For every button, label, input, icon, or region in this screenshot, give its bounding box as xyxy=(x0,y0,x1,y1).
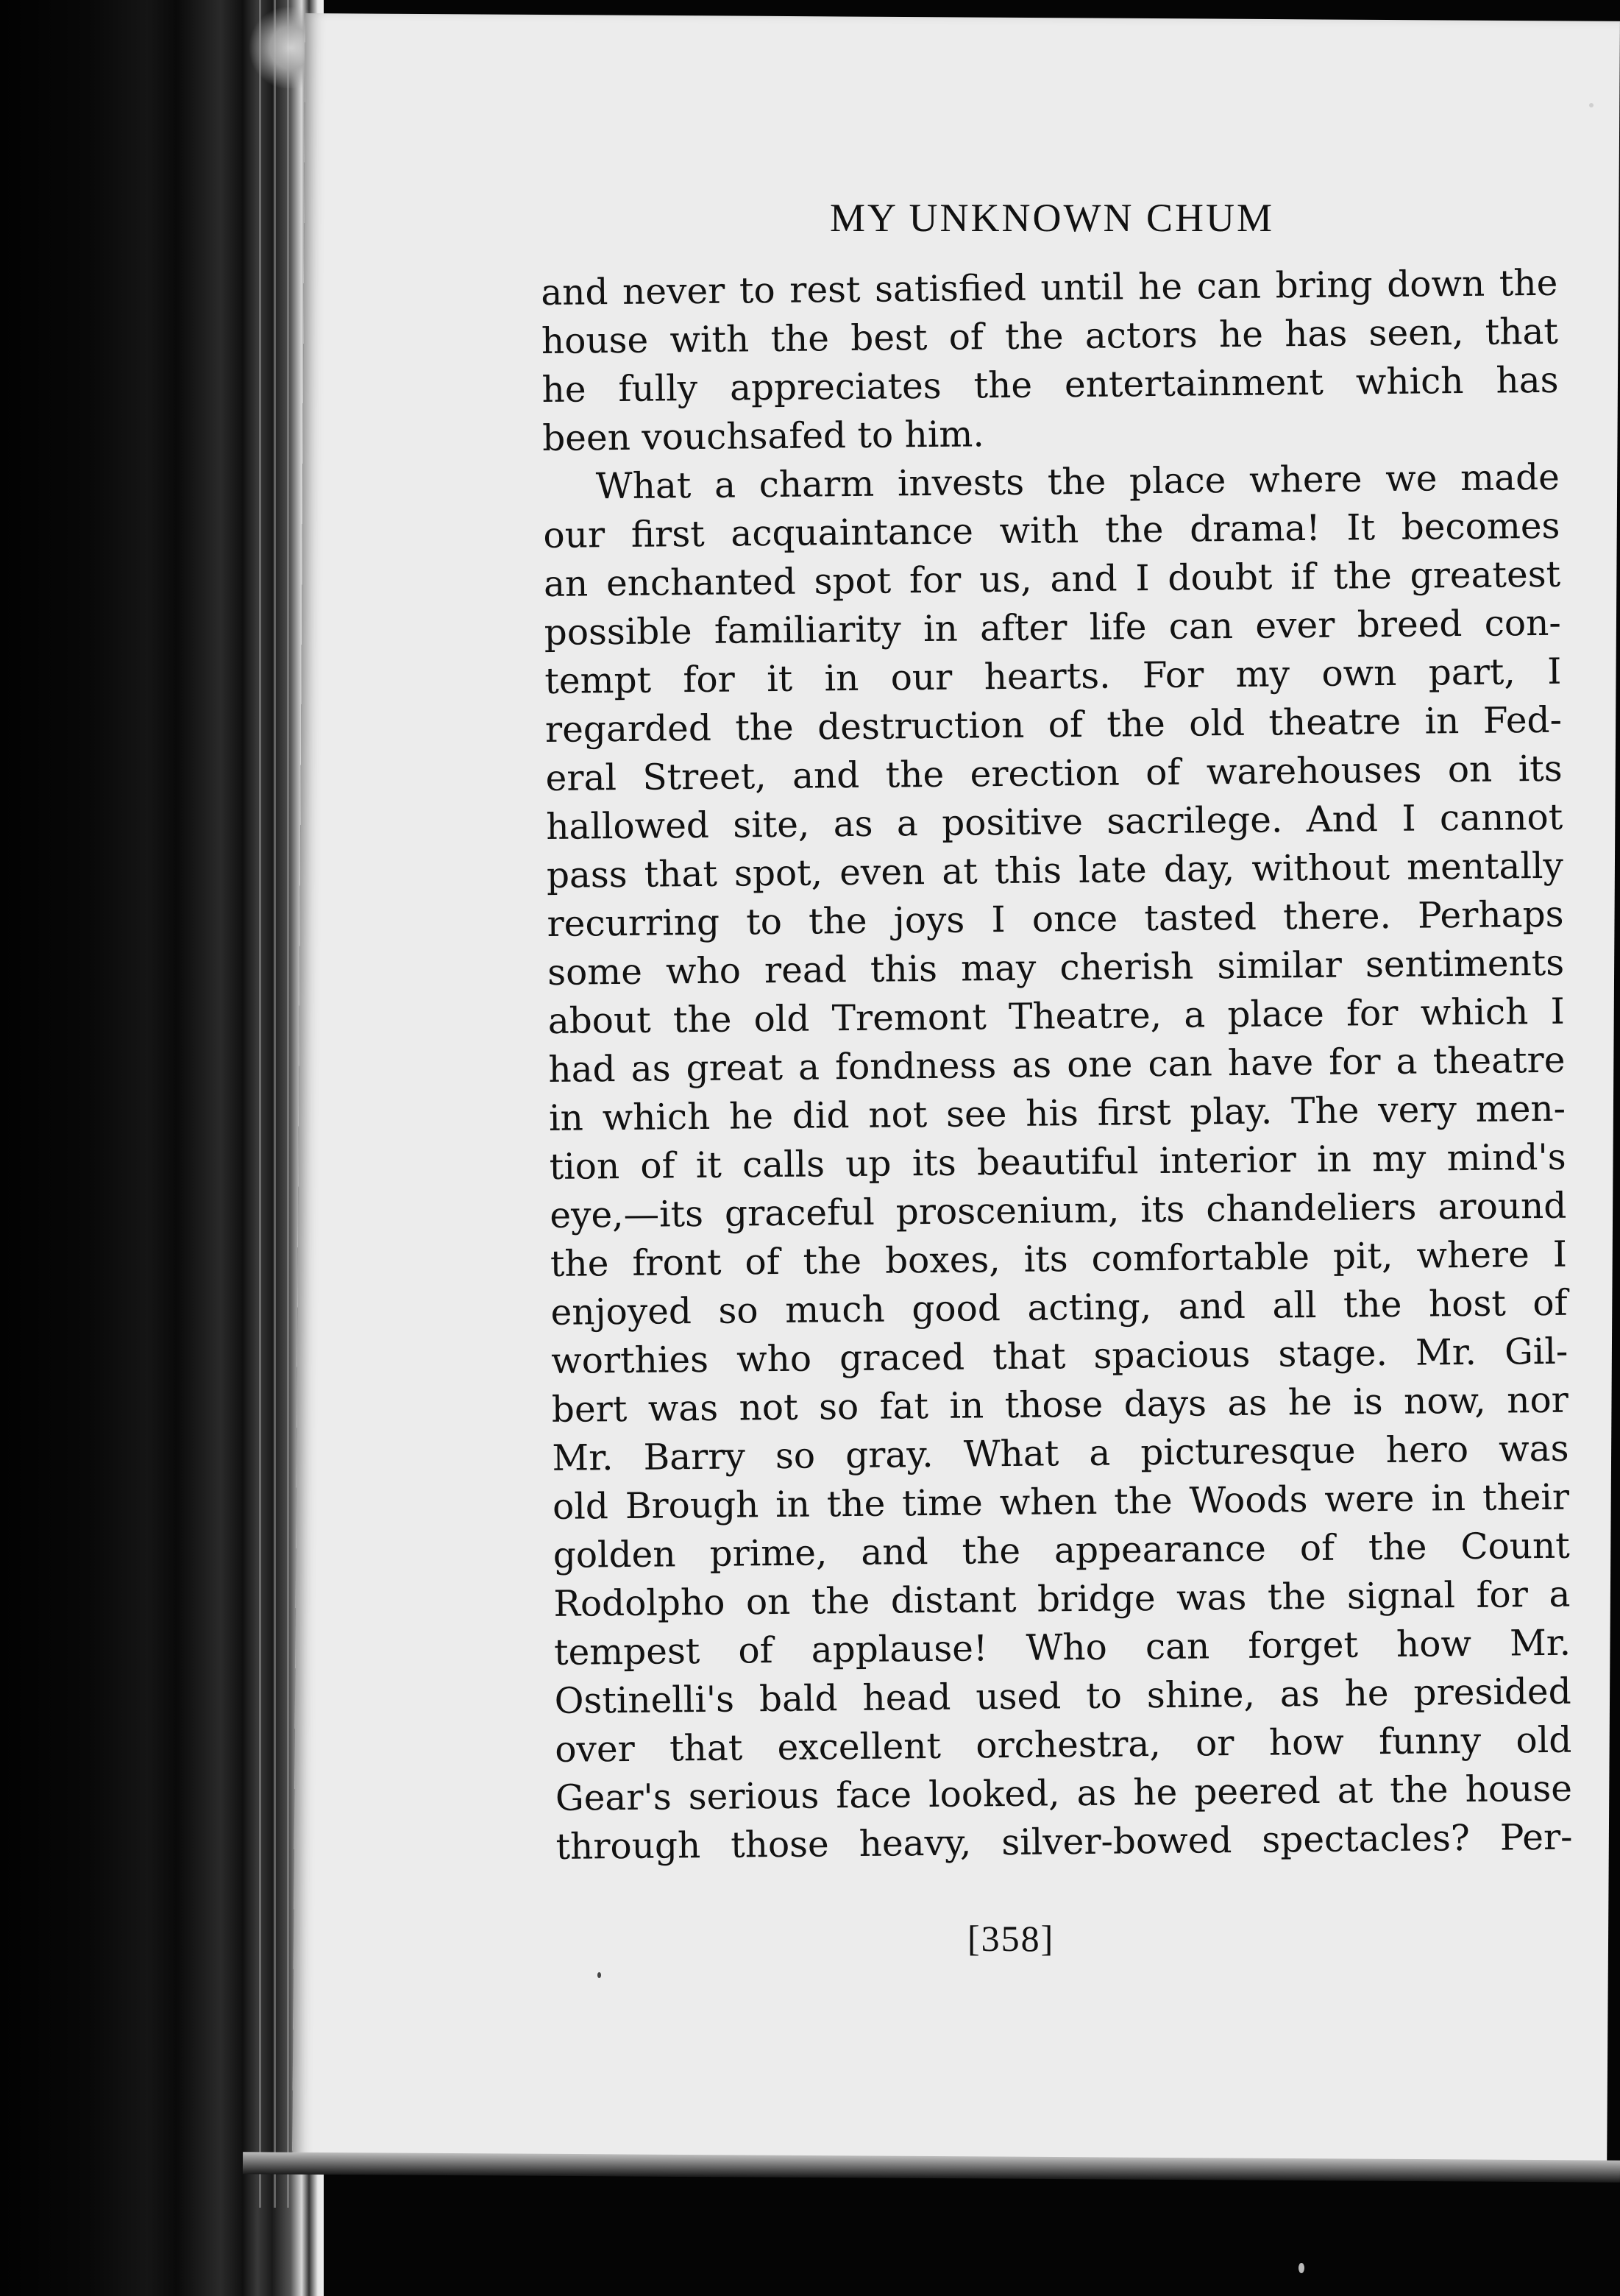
text-line: tempt for it in our hearts. For my own part, I xyxy=(544,651,1562,702)
text-line: tempest of applause! Who can forget how Mr. xyxy=(553,1622,1571,1673)
text-line: our first acquaintance with the drama! It becomes xyxy=(543,505,1560,556)
dust-speck xyxy=(597,1972,601,1978)
text-line: Rodolpho on the distant bridge was the signal for a xyxy=(553,1573,1571,1625)
body-text xyxy=(541,259,1573,1871)
page-number: [358] xyxy=(967,1918,1055,1959)
text-line: in which he did not see his first play. The very men- xyxy=(548,1088,1566,1139)
text-line: Mr. Barry so gray. What a picturesque hero was xyxy=(552,1428,1569,1479)
text-line: bert was not so fat in those days as he is now, nor xyxy=(551,1379,1569,1431)
text-line: possible familiarity in after life can ever breed con- xyxy=(544,602,1561,653)
text-line: had as great a fondness as one can have for a theatre xyxy=(548,1039,1566,1091)
spine-edge-line xyxy=(274,0,276,2208)
text-line: about the old Tremont Theatre, a place for which I xyxy=(547,991,1566,1042)
text-line: eye,—its graceful proscenium, its chandeliers around xyxy=(550,1185,1567,1236)
text-line: and never to rest satisfied until he can bring down the xyxy=(541,262,1558,313)
spine-edge-line xyxy=(259,0,261,2208)
text-line: the front of the boxes, its comfortable pit, where I xyxy=(550,1233,1568,1285)
text-line: Ostinelli's bald head used to shine, as he presided xyxy=(554,1670,1571,1722)
text-line: What a charm invests the place where we made xyxy=(595,456,1560,508)
text-line: over that excellent orchestra, or how funny old xyxy=(555,1719,1572,1771)
text-line: been vouchsafed to him. xyxy=(541,414,984,459)
text-line: recurring to the joys I once tasted there. Perhaps xyxy=(547,893,1564,945)
text-line: worthies who graced that spacious stage. Mr. Gil- xyxy=(550,1331,1569,1382)
dust-speck xyxy=(1589,103,1594,107)
text-line: tion of it calls up its beautiful interior in my mind's xyxy=(549,1136,1566,1188)
text-line: some who read this may cherish similar sentiments xyxy=(547,942,1565,993)
text-line: an enchanted spot for us, and I doubt if the greatest xyxy=(543,553,1561,605)
text-line: regarded the destruction of the old theatre in Fed- xyxy=(544,699,1563,751)
text-line: Gear's serious face looked, as he peered at the house xyxy=(555,1768,1573,1819)
running-head: MY UNKNOWN CHUM xyxy=(830,196,1274,240)
text-line: golden prime, and the appearance of the Count xyxy=(553,1525,1570,1576)
dust-speck xyxy=(1299,2263,1304,2273)
text-line: through those heavy, silver-bowed spectacles? Per- xyxy=(555,1816,1573,1868)
text-line: enjoyed so much good acting, and all the host of xyxy=(550,1282,1568,1333)
text-line: house with the best of the actors he has seen, that xyxy=(541,311,1559,362)
text-line: hallowed site, as a positive sacrilege. And I cannot xyxy=(546,796,1563,848)
text-line: old Brough in the time when the Woods were in their xyxy=(552,1476,1570,1528)
text-line: he fully appreciates the entertainment which has xyxy=(541,359,1559,411)
text-line: eral Street, and the erection of warehouses on its xyxy=(545,748,1563,799)
text-line: pass that spot, even at this late day, without mentally xyxy=(546,845,1564,896)
spine-edge-line xyxy=(287,0,289,2208)
